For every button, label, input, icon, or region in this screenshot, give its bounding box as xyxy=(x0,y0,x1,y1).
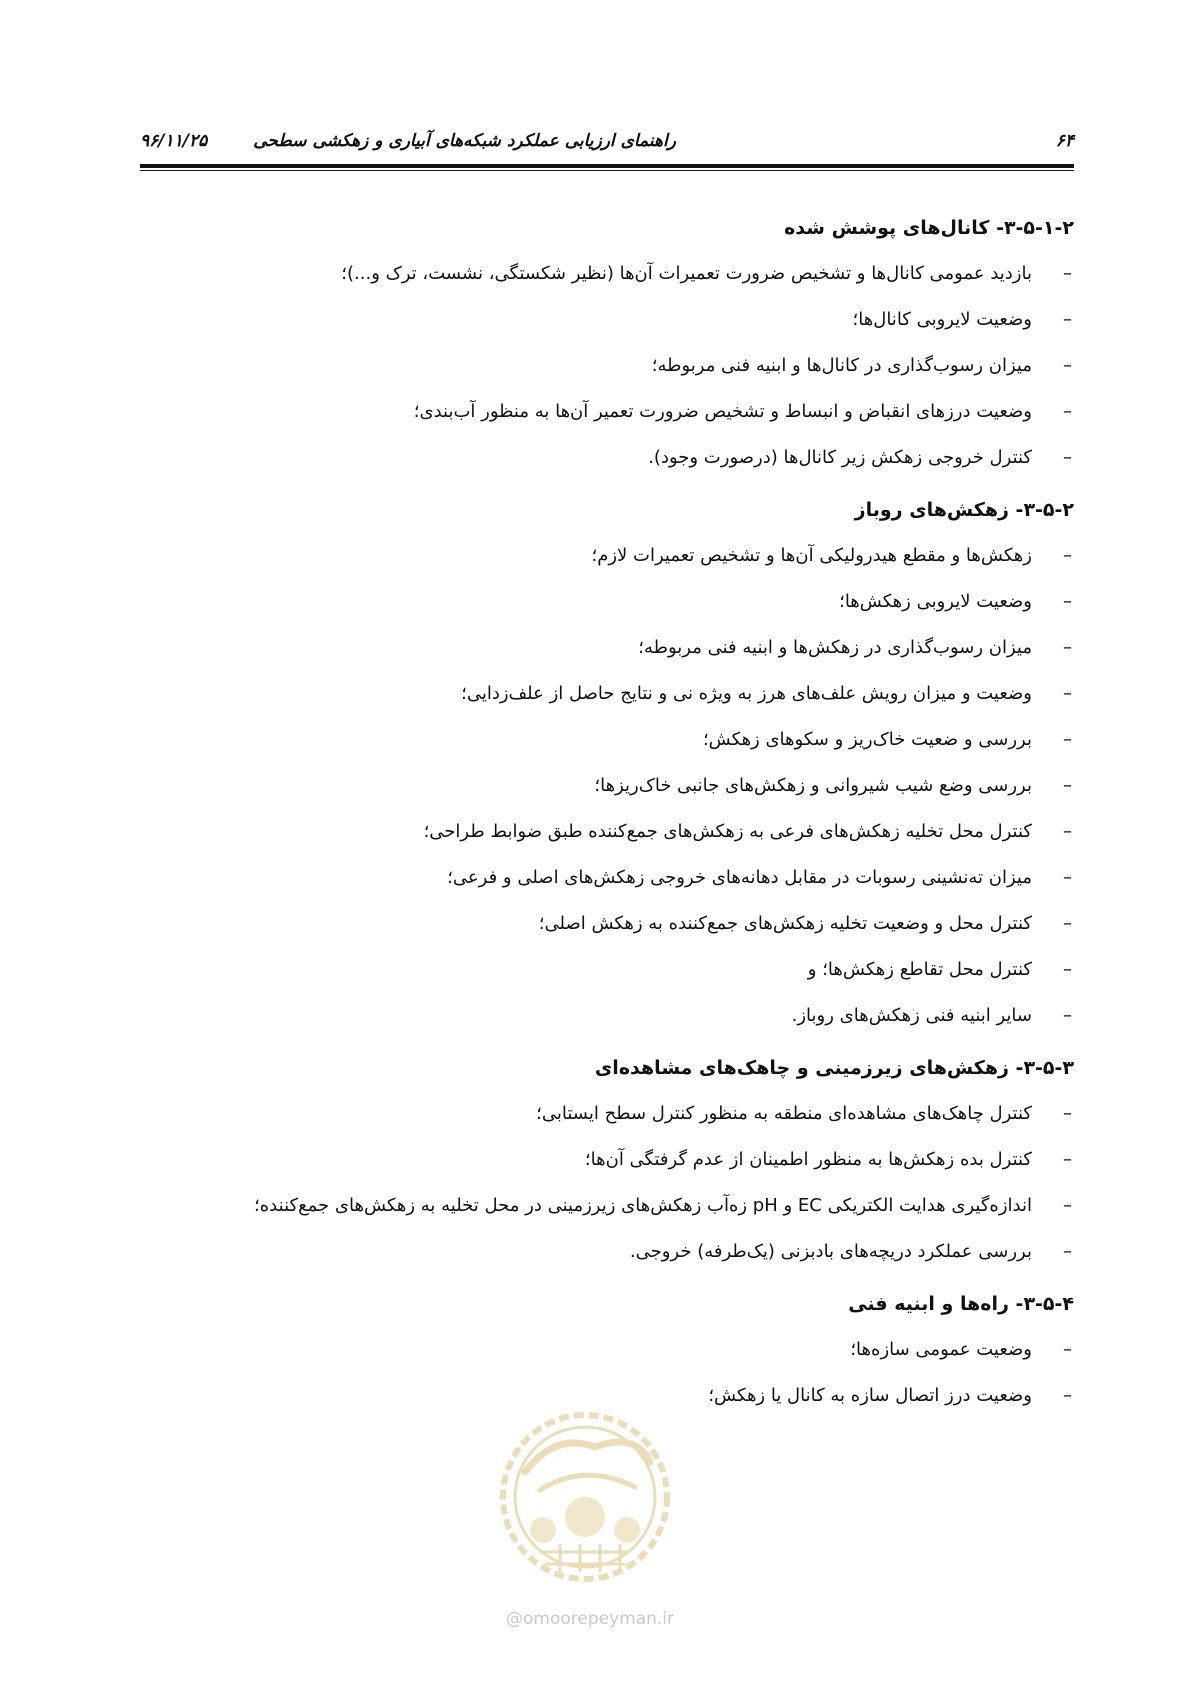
list-item xyxy=(114,1099,1074,1129)
list-item xyxy=(114,397,1074,427)
list-item xyxy=(114,1191,1074,1221)
list-item-text: میزان رسوب‌گذاری در کانال‌ها و ابنیه فنی مربوطه؛ xyxy=(651,355,1032,376)
at-icon: @ xyxy=(505,1609,523,1629)
dash-bullet: – xyxy=(1063,545,1072,566)
dash-bullet: – xyxy=(1063,1149,1072,1170)
list-item xyxy=(114,1335,1074,1365)
list-item-text: بازدید عمومی کانال‌ها و تشخیص ضرورت تعمیرات آن‌ها (نظیر شکستگی، نشست، ترک و...)؛ xyxy=(341,263,1032,284)
dash-bullet: – xyxy=(1063,821,1072,842)
list-item-text: کنترل محل تقاطع زهکش‌ها؛ و xyxy=(807,959,1032,980)
list-item xyxy=(114,1145,1074,1175)
list-item-text: وضعیت لایروبی زهکش‌ها؛ xyxy=(839,591,1032,612)
watermark-url xyxy=(490,1609,690,1629)
list-item-text: بررسی و ضعیت خاک‌ریز و سکوهای زهکش؛ xyxy=(702,729,1032,750)
section-title: ۳-۵-۳- زهکش‌های زیرزمینی و چاهک‌های مشاهده‌ای xyxy=(594,1057,1074,1079)
dash-bullet: – xyxy=(1063,1103,1072,1124)
list-item xyxy=(114,305,1074,335)
dash-bullet: – xyxy=(1063,591,1072,612)
list-item xyxy=(114,1381,1074,1411)
list-item xyxy=(114,541,1074,571)
dash-bullet: – xyxy=(1063,1195,1072,1216)
list-item-text: زهکش‌ها و مقطع هیدرولیکی آن‌ها و تشخیص تعمیرات لازم؛ xyxy=(591,545,1032,566)
list-item-text: وضعیت درزهای انقباض و انبساط و تشخیص ضرورت تعمیر آن‌ها به منظور آب‌بندی؛ xyxy=(413,401,1032,422)
dash-bullet: – xyxy=(1063,1385,1072,1406)
dash-bullet: – xyxy=(1063,729,1072,750)
list-item xyxy=(114,955,1074,985)
dash-bullet: – xyxy=(1063,959,1072,980)
dash-bullet: – xyxy=(1063,867,1072,888)
list-item-text: وضعیت لایروبی کانال‌ها؛ xyxy=(852,309,1032,330)
header-title: راهنمای ارزیابی عملکرد شبکه‌های آبیاری و زهکشی سطحی xyxy=(253,131,676,151)
section-title: ۳-۵-۲- زهکش‌های روباز xyxy=(854,499,1074,521)
list-item-text: وضعیت عمومی سازه‌ها؛ xyxy=(850,1339,1032,1360)
section-roads-structures xyxy=(114,1289,1074,1411)
watermark-url-text: omoorepeyman.ir xyxy=(522,1609,675,1629)
header-left-group xyxy=(140,131,676,151)
dash-bullet: – xyxy=(1063,683,1072,704)
dash-bullet: – xyxy=(1063,309,1072,330)
list-item-text: میزان رسوب‌گذاری در زهکش‌ها و ابنیه فنی مربوطه؛ xyxy=(638,637,1032,658)
list-item-text: کنترل چاهک‌های مشاهده‌ای منطقه به منظور کنترل سطح ایستابی؛ xyxy=(536,1103,1032,1124)
list-item-text: بررسی عملکرد دریچه‌های بادبزنی (یک‌طرفه) خروجی. xyxy=(629,1241,1032,1262)
page-number: ۶۴ xyxy=(1055,131,1074,151)
list-item-text: سایر ابنیه فنی زهکش‌های روباز. xyxy=(791,1005,1032,1026)
section-covered-canals xyxy=(114,213,1074,473)
list-item xyxy=(114,771,1074,801)
dash-bullet: – xyxy=(1063,263,1072,284)
list-item xyxy=(114,679,1074,709)
list-item-text: وضعیت درز اتصال سازه به کانال یا زهکش؛ xyxy=(708,1385,1032,1406)
dash-bullet: – xyxy=(1063,355,1072,376)
list-item-text: بررسی وضع شیب شیروانی و زهکش‌های جانبی خاک‌ریزها؛ xyxy=(594,775,1032,796)
dash-bullet: – xyxy=(1063,1241,1072,1262)
dash-bullet: – xyxy=(1063,775,1072,796)
item-list xyxy=(114,259,1074,473)
list-item xyxy=(114,351,1074,381)
list-item-text: کنترل بده زهکش‌ها به منظور اطمینان از عدم گرفتگی آن‌ها؛ xyxy=(584,1149,1032,1170)
list-item xyxy=(114,863,1074,893)
dash-bullet: – xyxy=(1063,447,1072,468)
item-list xyxy=(114,1335,1074,1411)
item-list xyxy=(114,1099,1074,1267)
list-item-text: کنترل محل و وضعیت تخلیه زهکش‌های جمع‌کننده به زهکش اصلی؛ xyxy=(538,913,1032,934)
dash-bullet: – xyxy=(1063,1005,1072,1026)
list-item xyxy=(114,1001,1074,1031)
list-item-text: اندازه‌گیری هدایت الکتریکی EC و pH زه‌آب زهکش‌های زیرزمینی در محل تخلیه به زهکش‌های جمع‌کننده؛ xyxy=(254,1195,1032,1216)
list-item xyxy=(114,909,1074,939)
list-item xyxy=(114,633,1074,663)
section-title: ۳-۵-۴- راه‌ها و ابنیه فنی xyxy=(848,1293,1074,1315)
list-item xyxy=(114,587,1074,617)
section-subsurface-drains xyxy=(114,1053,1074,1267)
list-item xyxy=(114,259,1074,289)
list-item-text: کنترل محل تخلیه زهکش‌های فرعی به زهکش‌های جمع‌کننده طبق ضوابط طراحی؛ xyxy=(423,821,1032,842)
list-item xyxy=(114,725,1074,755)
list-item xyxy=(114,443,1074,473)
dash-bullet: – xyxy=(1063,401,1072,422)
page-header xyxy=(140,126,1074,156)
header-rule-thin xyxy=(140,170,1074,171)
list-item xyxy=(114,1237,1074,1267)
list-item-text: وضعیت و میزان رویش علف‌های هرز به ویژه نی و نتایج حاصل از علف‌زدایی؛ xyxy=(461,683,1032,704)
list-item xyxy=(114,817,1074,847)
list-item-text: کنترل خروجی زهکش زیر کانال‌ها (درصورت وجود). xyxy=(648,447,1032,468)
dash-bullet: – xyxy=(1063,913,1072,934)
section-open-drains xyxy=(114,495,1074,1031)
list-item-text: میزان ته‌نشینی رسوبات در مقابل دهانه‌های خروجی زهکش‌های اصلی و فرعی؛ xyxy=(447,867,1032,888)
dash-bullet: – xyxy=(1063,637,1072,658)
header-date: ۹۶/۱۱/۲۵ xyxy=(140,131,208,151)
header-rule-thick xyxy=(140,164,1074,168)
main-content xyxy=(114,200,1074,1433)
section-title: ۳-۵-۱-۲- کانال‌های پوشش شده xyxy=(784,217,1074,239)
dash-bullet: – xyxy=(1063,1339,1072,1360)
item-list xyxy=(114,541,1074,1031)
